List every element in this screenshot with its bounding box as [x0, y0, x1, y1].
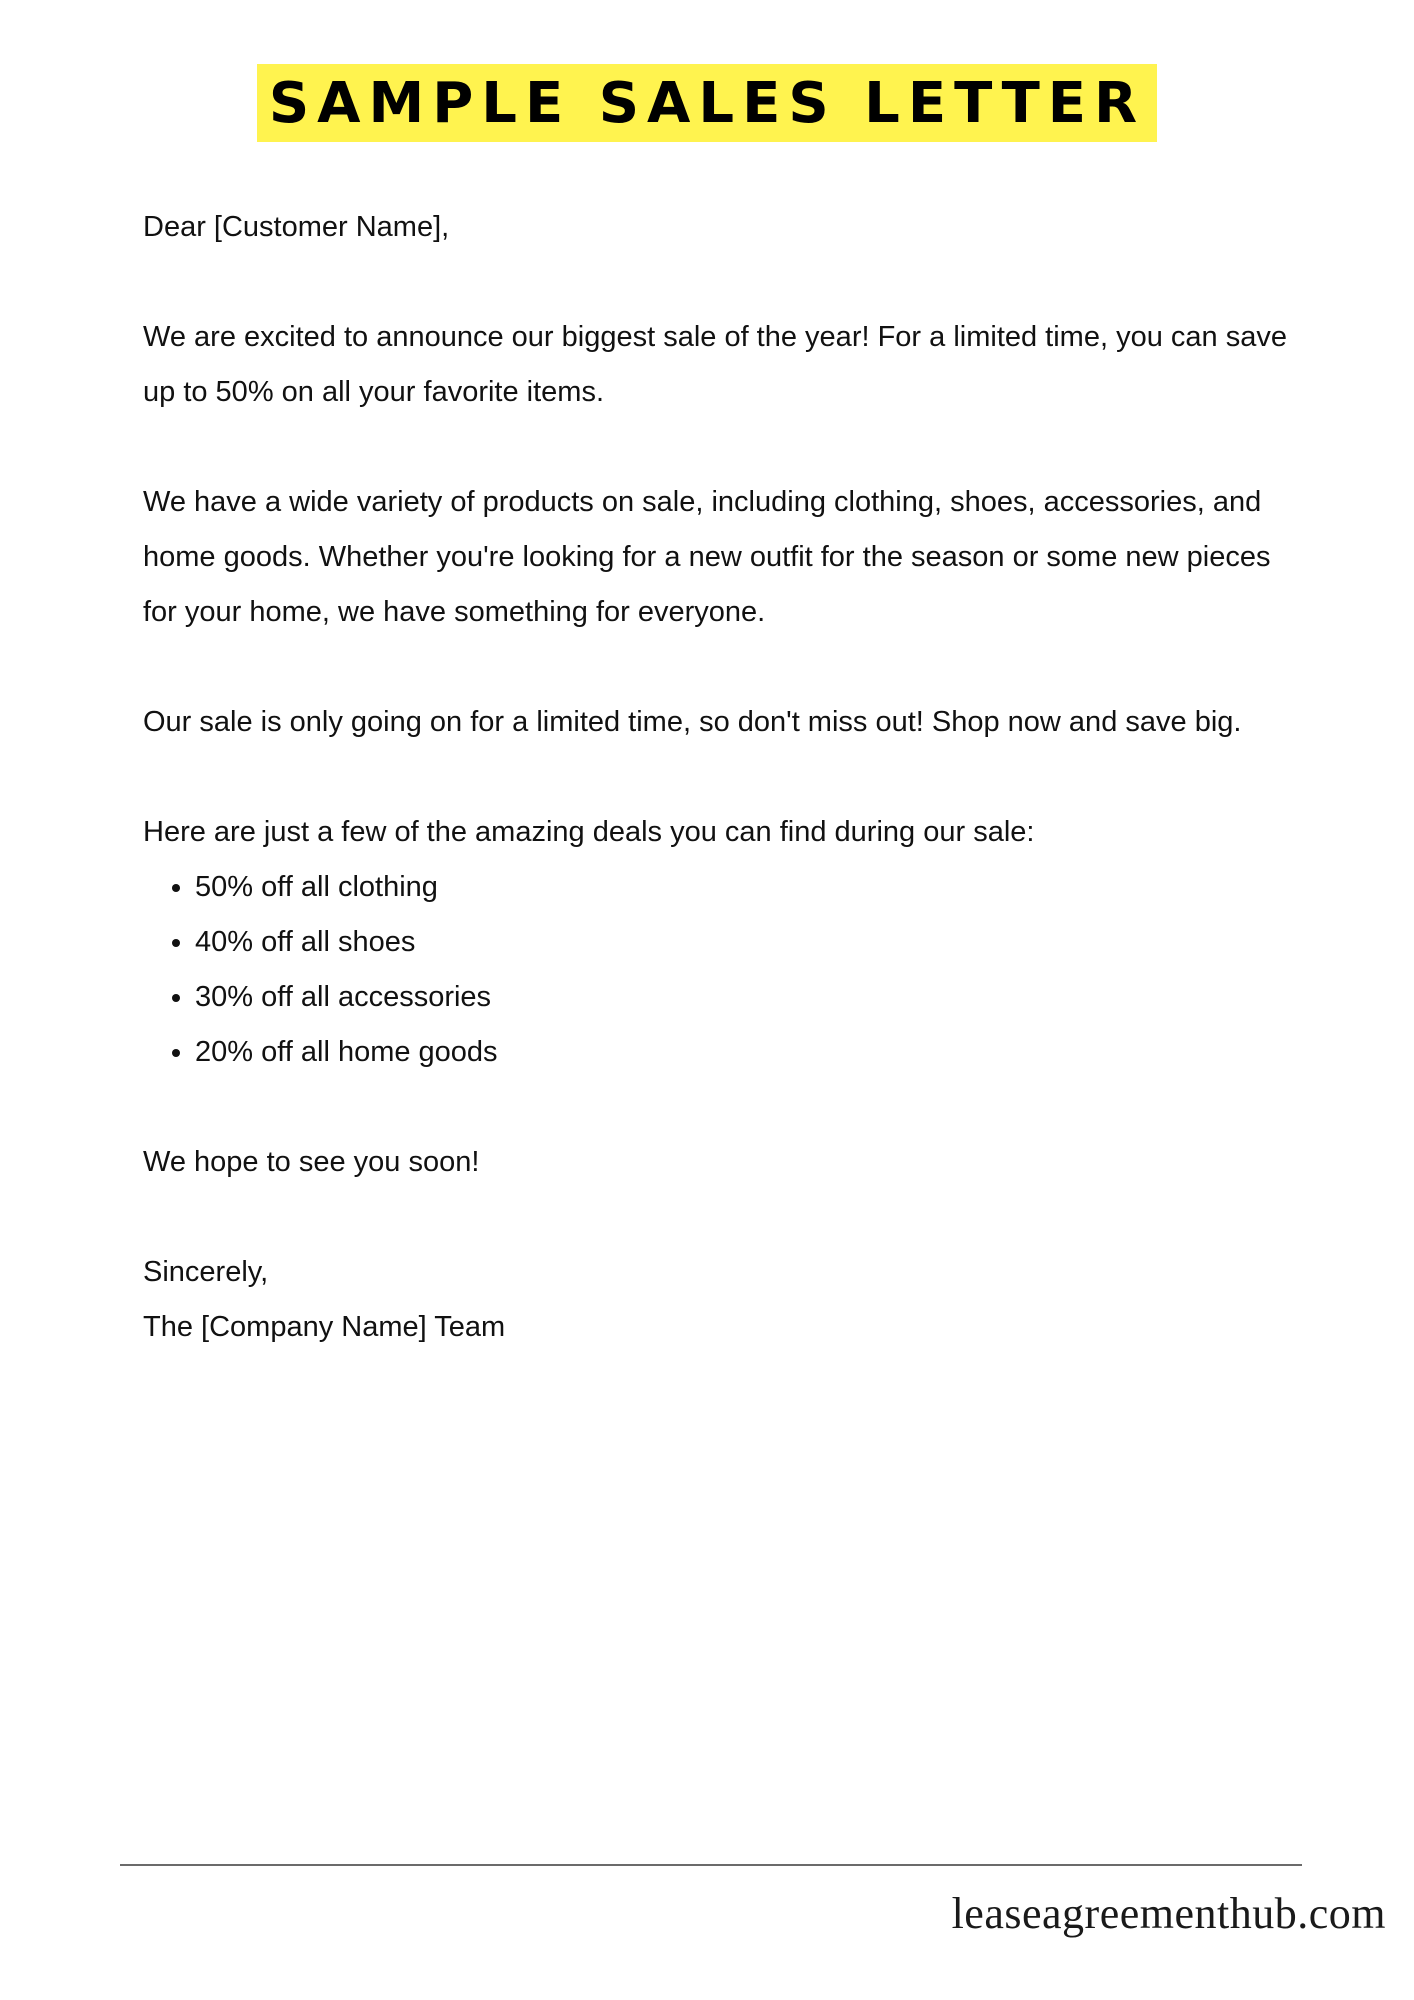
paragraph-announcement: We are excited to announce our biggest sale of the year! For a limited time, you can save up to 50% on all your favorite items. [143, 321, 1287, 408]
deals-list [143, 860, 1303, 1080]
greeting: Dear [Customer Name], [143, 211, 450, 243]
signature: The [Company Name] Team [143, 1311, 506, 1343]
list-item: • 40% off all shoes [195, 915, 1303, 970]
paragraph-limited-time: Our sale is only going on for a limited time, so don't miss out! Shop now and save big. [143, 706, 1242, 738]
signoff: Sincerely, [143, 1256, 269, 1288]
title-wrap [0, 64, 1414, 142]
list-item: • 20% off all home goods [195, 1025, 1303, 1080]
signature-block [143, 1245, 1303, 1355]
paragraph-products: We have a wide variety of products on sale, including clothing, shoes, accessories, and home goods. Whether you're looking for a new outfit for the season or some new pieces for your home, we have something for everyone. [143, 486, 1271, 628]
footer-divider [120, 1864, 1302, 1866]
footer-site: leaseagreementhub.com [951, 1889, 1386, 1938]
list-item: • 50% off all clothing [195, 860, 1303, 915]
page-title: SAMPLE SALES LETTER [257, 64, 1157, 142]
letter-body [143, 200, 1303, 1355]
closing-line: We hope to see you soon! [143, 1146, 480, 1178]
deals-intro: Here are just a few of the amazing deals you can find during our sale: [143, 816, 1035, 848]
list-item: • 30% off all accessories [195, 970, 1303, 1025]
